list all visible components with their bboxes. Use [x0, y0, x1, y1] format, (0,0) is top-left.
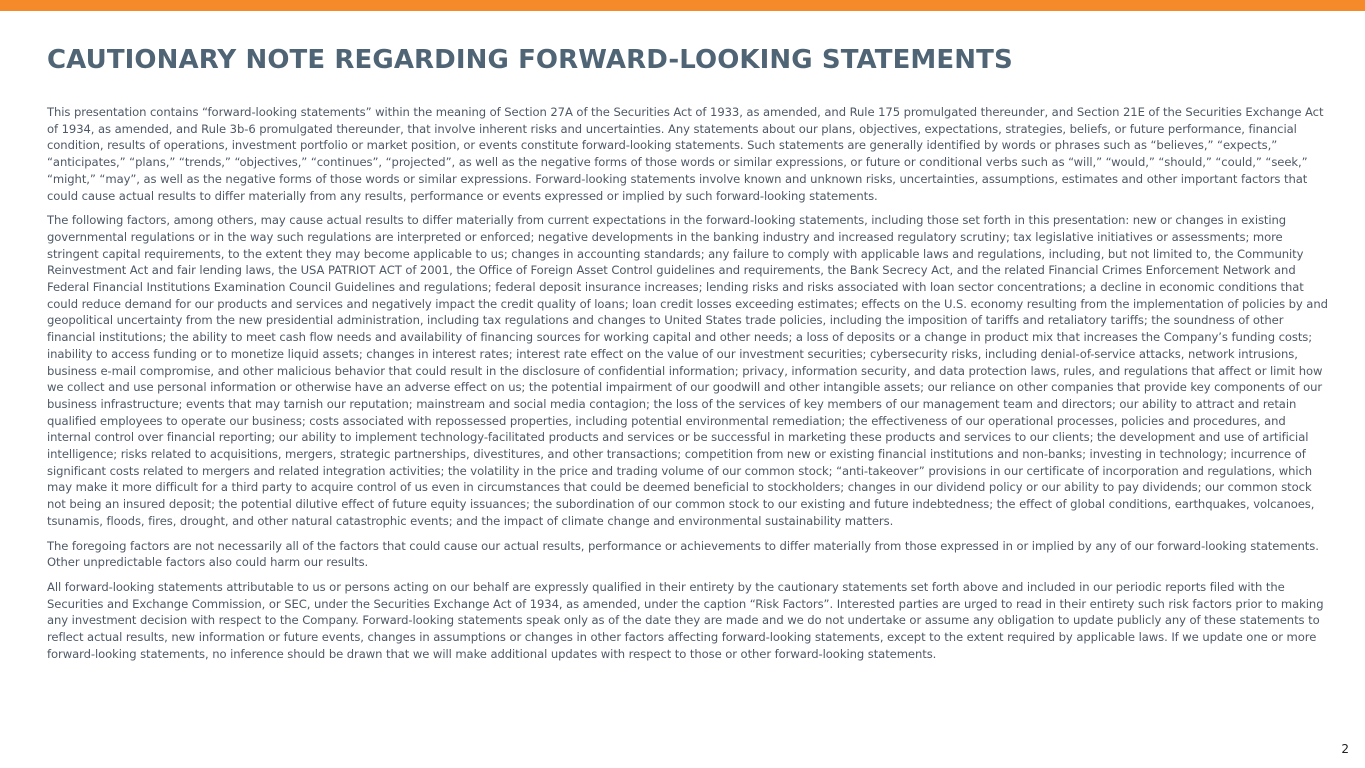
disclaimer-body [47, 104, 1331, 671]
paragraph-risk-factors: The following factors, among others, may cause actual results to differ materially from current expectations in the forward-looking statements, including those set forth in this presentation: new or changes in existing governmental regulations or in the way such regulations are interpreted or enforced; negative developments in the banking industry and increased regulatory scrutiny; tax legislative initiatives or assessments; more stringent capital requirements, to the extent they may become applicable to us; changes in accounting standards; any failure to comply with applicable laws and regulations, including, but not limited to, the Community Reinvestment Act and fair lending laws, the USA PATRIOT ACT of 2001, the Office of Foreign Asset Control guidelines and requirements, the Bank Secrecy Act, and the related Financial Crimes Enforcement Network and Federal Financial Institutions Examination Council Guidelines and regulations; federal deposit insurance increases; lending risks and risks associated with loan sector concentrations; a decline in economic conditions that could reduce demand for our products and services and negatively impact the credit quality of loans; loan credit losses exceeding estimates; effects on the U.S. economy resulting from the implementation of policies by and geopolitical uncertainty from the new presidential administration, including tax regulations and changes to United States trade policies, including the imposition of tariffs and retaliatory tariffs; the soundness of other financial institutions; the ability to meet cash flow needs and availability of financing sources for working capital and other needs; a loss of deposits or a change in product mix that increases the Company’s funding costs; inability to access funding or to monetize liquid assets; changes in interest rates; interest rate effect on the value of our investment securities; cybersecurity risks, including denial-of-service attacks, network intrusions, business e-mail compromise, and other malicious behavior that could result in the disclosure of confidential information; privacy, information security, and data protection laws, rules, and regulations that affect or limit how we collect and use personal information or otherwise have an adverse effect on us; the potential impairment of our goodwill and other intangible assets; our reliance on other companies that provide key components of our business infrastructure; events that may tarnish our reputation; mainstream and social media contagion; the loss of the services of key members of our management team and directors; our ability to attract and retain qualified employees to operate our business; costs associated with repossessed properties, including potential environmental remediation; the effectiveness of our operational processes, policies and procedures, and internal control over financial reporting; our ability to implement technology-facilitated products and services or be successful in marketing these products and services to our clients; the development and use of artificial intelligence; risks related to acquisitions, mergers, strategic partnerships, divestitures, and other transactions; competition from new or existing financial institutions and non-banks; investing in technology; incurrence of significant costs related to mergers and related integration activities; the volatility in the price and trading volume of our common stock; “anti-takeover” provisions in our certificate of incorporation and regulations, which may make it more difficult for a third party to acquire control of us even in circumstances that could be deemed beneficial to stockholders; changes in our dividend policy or our ability to pay dividends; our common stock not being an insured deposit; the potential dilutive effect of future equity issuances; the subordination of our common stock to our existing and future indebtedness; the effect of global conditions, earthquakes, volcanoes, tsunamis, floods, fires, drought, and other natural catastrophic events; and the impact of climate change and environmental sustainability matters. [47, 213, 1328, 528]
paragraph-intro: This presentation contains “forward-looking statements” within the meaning of Section 27A of the Securities Act of 1933, as amended, and Rule 175 promulgated thereunder, and Section 21E of the Securities Exchange Act of 1934, as amended, and Rule 3b-6 promulgated thereunder, that involve inherent risks and uncertainties. Any statements about our plans, objectives, expectations, strategies, beliefs, or future performance, financial condition, results of operations, investment portfolio or market position, or events constitute forward-looking statements. Such statements are generally identified by words or phrases such as “believes,” “expects,” “anticipates,” “plans,” “trends,” “objectives,” “continues”, “projected”, as well as the negative forms of those words or similar expressions, or future or conditional verbs such as “will,” “would,” “should,” “could,” “seek,” “might,” “may”, as well as the negative forms of those words or similar expressions. Forward-looking statements involve known and unknown risks, uncertainties, assumptions, estimates and other important factors that could cause actual results to differ materially from any results, performance or events expressed or implied by such forward-looking statements. [47, 105, 1324, 203]
paragraph-qualification: All forward-looking statements attributable to us or persons acting on our behalf are expressly qualified in their entirety by the cautionary statements set forth above and included in our periodic reports filed with the Securities and Exchange Commission, or SEC, under the Securities Exchange Act of 1934, as amended, under the caption “Risk Factors”. Interested parties are urged to read in their entirety such risk factors prior to making any investment decision with respect to the Company. Forward-looking statements speak only as of the date they are made and we do not undertake or assume any obligation to update publicly any of these statements to reflect actual results, new information or future events, changes in assumptions or changes in other factors affecting forward-looking statements, except to the extent required by applicable laws. If we update one or more forward-looking statements, no inference should be drawn that we will make additional updates with respect to those or other forward-looking statements. [47, 579, 1324, 661]
accent-bar [0, 0, 1365, 11]
paragraph-not-exhaustive: The foregoing factors are not necessarily all of the factors that could cause our actual results, performance or achievements to differ materially from those expressed in or implied by any of our forward-looking statements. Other unpredictable factors also could harm our results. [47, 538, 1319, 570]
slide-title: CAUTIONARY NOTE REGARDING FORWARD-LOOKING STATEMENTS [47, 45, 1013, 75]
page-number: 2 [1341, 742, 1349, 756]
